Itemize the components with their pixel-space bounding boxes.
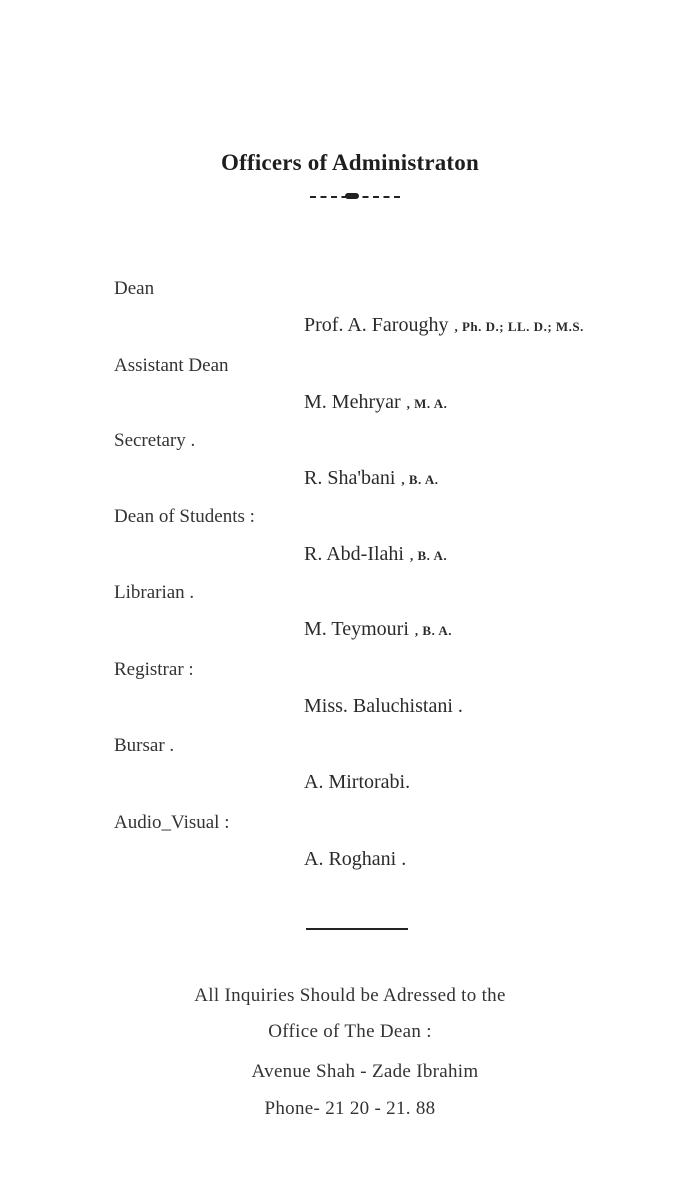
officer-name-audio-visual xyxy=(304,848,406,871)
officer-name-assistant-dean xyxy=(304,391,447,414)
officer-degree: , B. A. xyxy=(401,472,439,487)
officer-name-text: Prof. A. Faroughy xyxy=(304,314,449,336)
officer-name-registrar xyxy=(304,695,463,718)
office-label-assistant-dean: Assistant Dean xyxy=(114,355,229,376)
office-label-secretary: Secretary . xyxy=(114,430,196,451)
office-label-bursar: Bursar . xyxy=(114,735,175,756)
officer-name-text: R. Abd-Ilahi xyxy=(304,543,404,565)
officer-name-text: M. Teymouri xyxy=(304,618,409,640)
officer-degree: , B. A. xyxy=(410,548,448,563)
officer-name-text: Miss. Baluchistani . xyxy=(304,695,463,717)
page-title: Officers of Administraton xyxy=(221,150,479,175)
officer-name-dean-of-students xyxy=(304,543,447,566)
officer-name-dean xyxy=(304,314,584,337)
officer-name-text: A. Roghani . xyxy=(304,848,407,870)
footer-inquiries-line: All Inquiries Should be Adressed to the xyxy=(194,985,506,1006)
officer-degree: , M. A. xyxy=(406,396,448,411)
officer-name-text: A. Mirtorabi. xyxy=(304,771,411,793)
officer-name-text: M. Mehryar xyxy=(304,391,401,413)
footer-office-line: Office of The Dean : xyxy=(268,1021,432,1042)
officer-degree: , B. A. xyxy=(414,623,452,638)
footer-phone-line: Phone- 21 20 - 21. 88 xyxy=(264,1098,436,1119)
office-label-librarian: Librarian . xyxy=(114,582,195,603)
office-label-registrar: Registrar : xyxy=(114,659,194,680)
office-label-audio-visual: Audio_Visual : xyxy=(114,812,230,833)
title-divider-ornament xyxy=(345,193,359,199)
officer-name-bursar xyxy=(304,771,410,794)
footer-address-line: Avenue Shah - Zade Ibrahim xyxy=(251,1061,479,1082)
office-label-dean: Dean xyxy=(114,278,155,299)
officer-name-secretary xyxy=(304,467,438,490)
office-label-dean-of-students: Dean of Students : xyxy=(114,506,255,527)
officer-degree: , Ph. D.; LL. D.; M.S. xyxy=(454,319,584,334)
officer-name-librarian xyxy=(304,618,452,641)
officer-name-text: R. Sha'bani xyxy=(304,467,396,489)
section-divider xyxy=(306,928,408,930)
